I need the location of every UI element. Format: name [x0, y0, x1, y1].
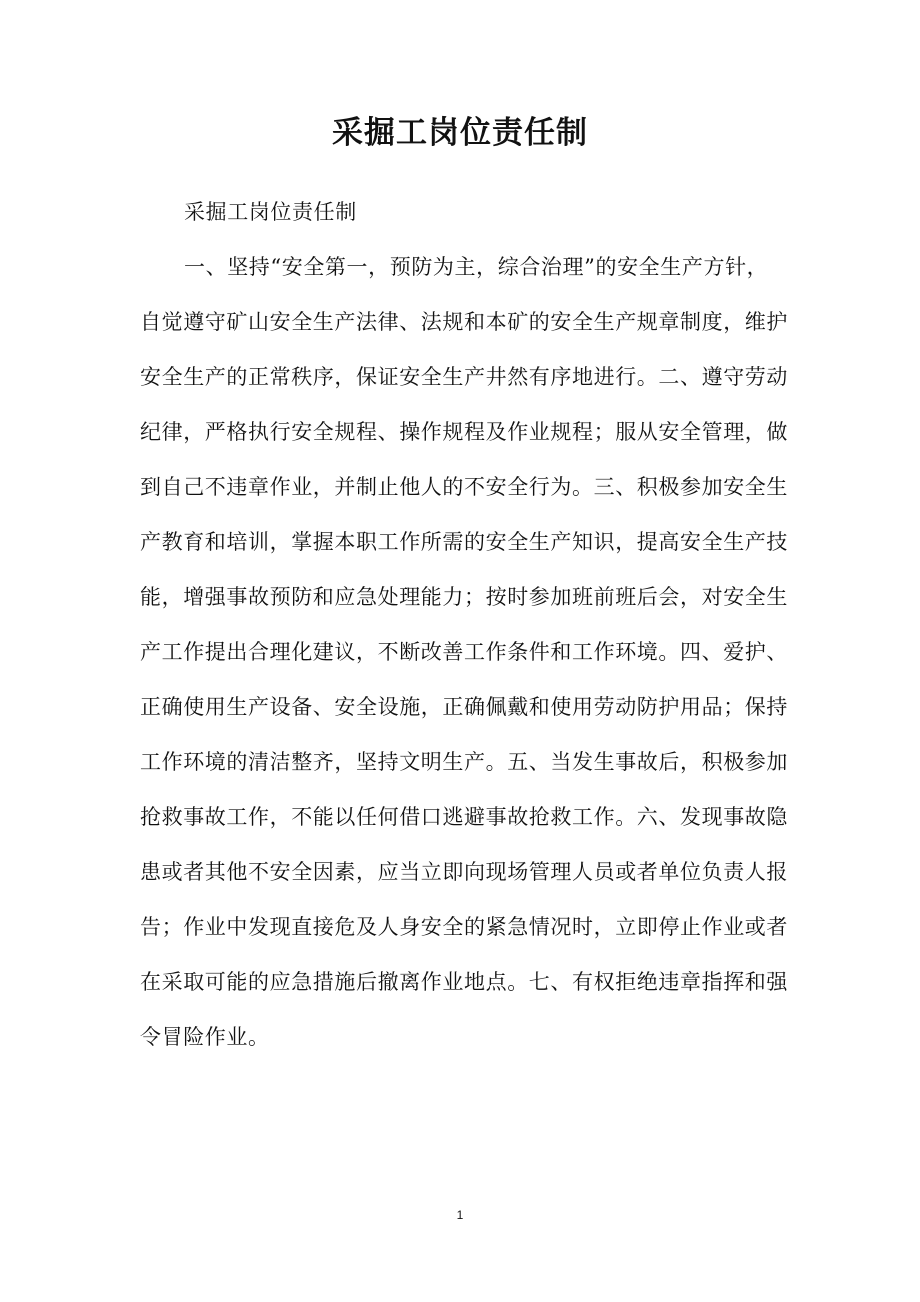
document-title: 采掘工岗位责任制 — [332, 115, 588, 151]
text-line: 正确使用生产设备、安全设施，正确佩戴和使用劳动防护用品；保持 — [140, 695, 788, 719]
document-body — [140, 185, 820, 1065]
text-line: 患或者其他不安全因素，应当立即向现场管理人员或者单位负责人报 — [140, 860, 788, 884]
text-line: 安全生产的正常秩序，保证安全生产井然有序地进行。二、遵守劳动 — [140, 365, 788, 389]
text-line: 到自己不违章作业，并制止他人的不安全行为。三、积极参加安全生 — [140, 475, 788, 499]
text-line: 抢救事故工作，不能以任何借口逃避事故抢救工作。六、发现事故隐 — [140, 805, 788, 829]
page-number: 1 — [456, 1208, 464, 1222]
text-line: 自觉遵守矿山安全生产法律、法规和本矿的安全生产规章制度，维护 — [140, 310, 788, 334]
text-line: 产教育和培训，掌握本职工作所需的安全生产知识，提高安全生产技 — [140, 530, 788, 554]
text-line: 告；作业中发现直接危及人身安全的紧急情况时，立即停止作业或者 — [140, 915, 788, 939]
text-line: 能，增强事故预防和应急处理能力；按时参加班前班后会，对安全生 — [140, 585, 788, 609]
text-line: 纪律，严格执行安全规程、操作规程及作业规程；服从安全管理，做 — [140, 420, 788, 444]
text-line: 产工作提出合理化建议，不断改善工作条件和工作环境。四、爱护、 — [140, 640, 788, 664]
subtitle-line: 采掘工岗位责任制 — [184, 200, 357, 224]
text-line: 一、坚持“安全第一，预防为主，综合治理”的安全生产方针， — [184, 255, 769, 279]
text-line: 令冒险作业。 — [140, 1025, 270, 1049]
text-line: 在采取可能的应急措施后撤离作业地点。七、有权拒绝违章指挥和强 — [140, 970, 788, 994]
text-line: 工作环境的清洁整齐，坚持文明生产。五、当发生事故后，积极参加 — [140, 750, 788, 774]
